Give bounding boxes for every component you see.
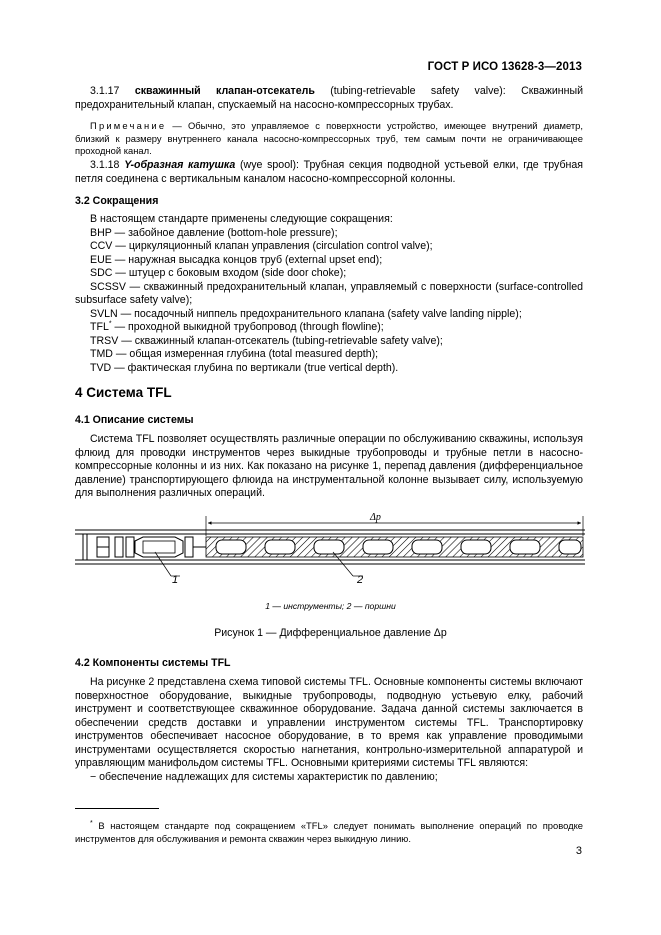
note-3-1-17 [75, 120, 583, 158]
bullet-item: − обеспечение надлежащих для системы характеристик по давлению; [90, 770, 438, 783]
page-number: 3 [575, 845, 582, 857]
footnote [75, 811, 583, 855]
footnote-separator [75, 808, 159, 809]
section-3-2-heading: 3.2 Сокращения [75, 195, 159, 207]
standard-header: ГОСТ Р ИСО 13628-3—2013 [427, 61, 582, 73]
abbreviations-intro: В настоящем стандарте применены следующие сокращения: [90, 213, 393, 225]
abbreviation-item: SDC — штуцер с боковым входом (side door choke); [90, 267, 347, 279]
paragraph: Система TFL позволяет осуществлять различные операции по обслуживанию скважины, используя флюид для проводки инструментов через выкидные трубопроводы и трубные петли в насосно-компрессорные колонны и из них. Как показано на рисунке 1, перепад давления (дифференциальное давление) транспортирующего флюида на инструментальной колонне вызывает силу, используемую для выполнения различных операций. [75, 433, 583, 499]
delta-p-label: Δp [370, 512, 381, 523]
figure-1-legend: 1 — инструменты; 2 — поршни [265, 601, 396, 611]
abbreviations-list [75, 213, 583, 375]
pistons [206, 537, 583, 557]
section-4-heading: 4 Система TFL [75, 385, 172, 400]
callout-2-label: 2 [357, 574, 364, 586]
callout-1-label: 1 [172, 574, 179, 586]
abbreviation-item: BHP — забойное давление (bottom-hole pressure); [90, 226, 338, 239]
note-text: — Обычно, это управляемое с поверхности устройство, имеющее внутрений диаметр, близкий к размеру внутреннего канала насосно-компрессорных труб, тем самым почти не ограничивающее проходной канал. [75, 120, 583, 156]
footnote-mark: * [90, 820, 93, 828]
term-title: скважинный клапан-отсекатель [134, 85, 315, 97]
section-4-1-text [75, 433, 583, 501]
figure-1-caption: Рисунок 1 — Дифференциальное давление Δp [214, 627, 447, 639]
abbreviation-item: SCSSV — скважинный предохранительный клапан, управляемый с поверхности (surface-controlled subsurface safety valve); [75, 280, 583, 306]
abbreviation-item: SVLN — посадочный ниппель предохранительного клапана (safety valve landing nipple); [90, 307, 522, 320]
section-4-2-heading: 4.2 Компоненты системы TFL [75, 657, 231, 669]
abbreviation-item: TFL* — проходной выкидной трубопровод (through flowline); [90, 320, 384, 333]
term-title: Y-образная катушка [124, 159, 236, 171]
section-4-2-text [75, 676, 583, 784]
abbreviation-item: TVD — фактическая глубина по вертикали (true vertical depth). [90, 361, 399, 374]
term-3-1-17 [75, 85, 583, 112]
note-label: Примечание [90, 120, 167, 131]
footnote-text: В настоящем стандарте под сокращением «TFL» следует понимать выполнение операций по проводке инструментов для обслуживания и ремонта скважин через выкидную линию. [75, 820, 583, 844]
abbreviation-item: TMD — общая измеренная глубина (total measured depth); [90, 348, 379, 360]
tool-string [83, 534, 206, 560]
abbreviation-item: EUE — наружная высадка концов труб (external upset end); [90, 253, 383, 266]
figure-1-diagram [75, 510, 585, 590]
footnote-reference: * [108, 320, 112, 328]
section-4-1-heading: 4.1 Описание системы [75, 414, 194, 426]
term-number: 3.1.17 [90, 85, 120, 97]
term-definition: (wye spool): Трубная секция подводной устьевой елки, где трубная петля соединена с вертикальным каналом насосно-компрессорной колонны. [75, 159, 584, 185]
term-number: 3.1.18 [90, 159, 120, 171]
abbreviation-item: CCV — циркуляционный клапан управления (circulation control valve); [90, 240, 433, 252]
abbreviation-item: TRSV — скважинный клапан-отсекатель (tubing-retrievable safety valve); [90, 334, 443, 347]
paragraph: На рисунке 2 представлена схема типовой системы TFL. Основные компоненты системы включают поверхностное оборудование, выкидные трубопроводы, подводную устьевую елку, рабочий инструмент и соответствующее скважинное оборудование. Задача данной системы заключается в обеспечении средств доставки и управлении инструментом системы TFL. Транспортировку инструментов обеспечивает насосное оборудование, в то время как управление проводимыми инструментами осуществляется скоростью нагнетания, контрольно-измерительной аппаратурой и управляющим манифольдом системы TFL. Основными критериями системы TFL являются: [75, 676, 583, 769]
term-definition: (tubing-retrievable safety valve): Скважинный предохранительный клапан, спускаемый на насосно-компрессорных трубах. [75, 85, 584, 111]
term-3-1-18 [75, 159, 583, 186]
